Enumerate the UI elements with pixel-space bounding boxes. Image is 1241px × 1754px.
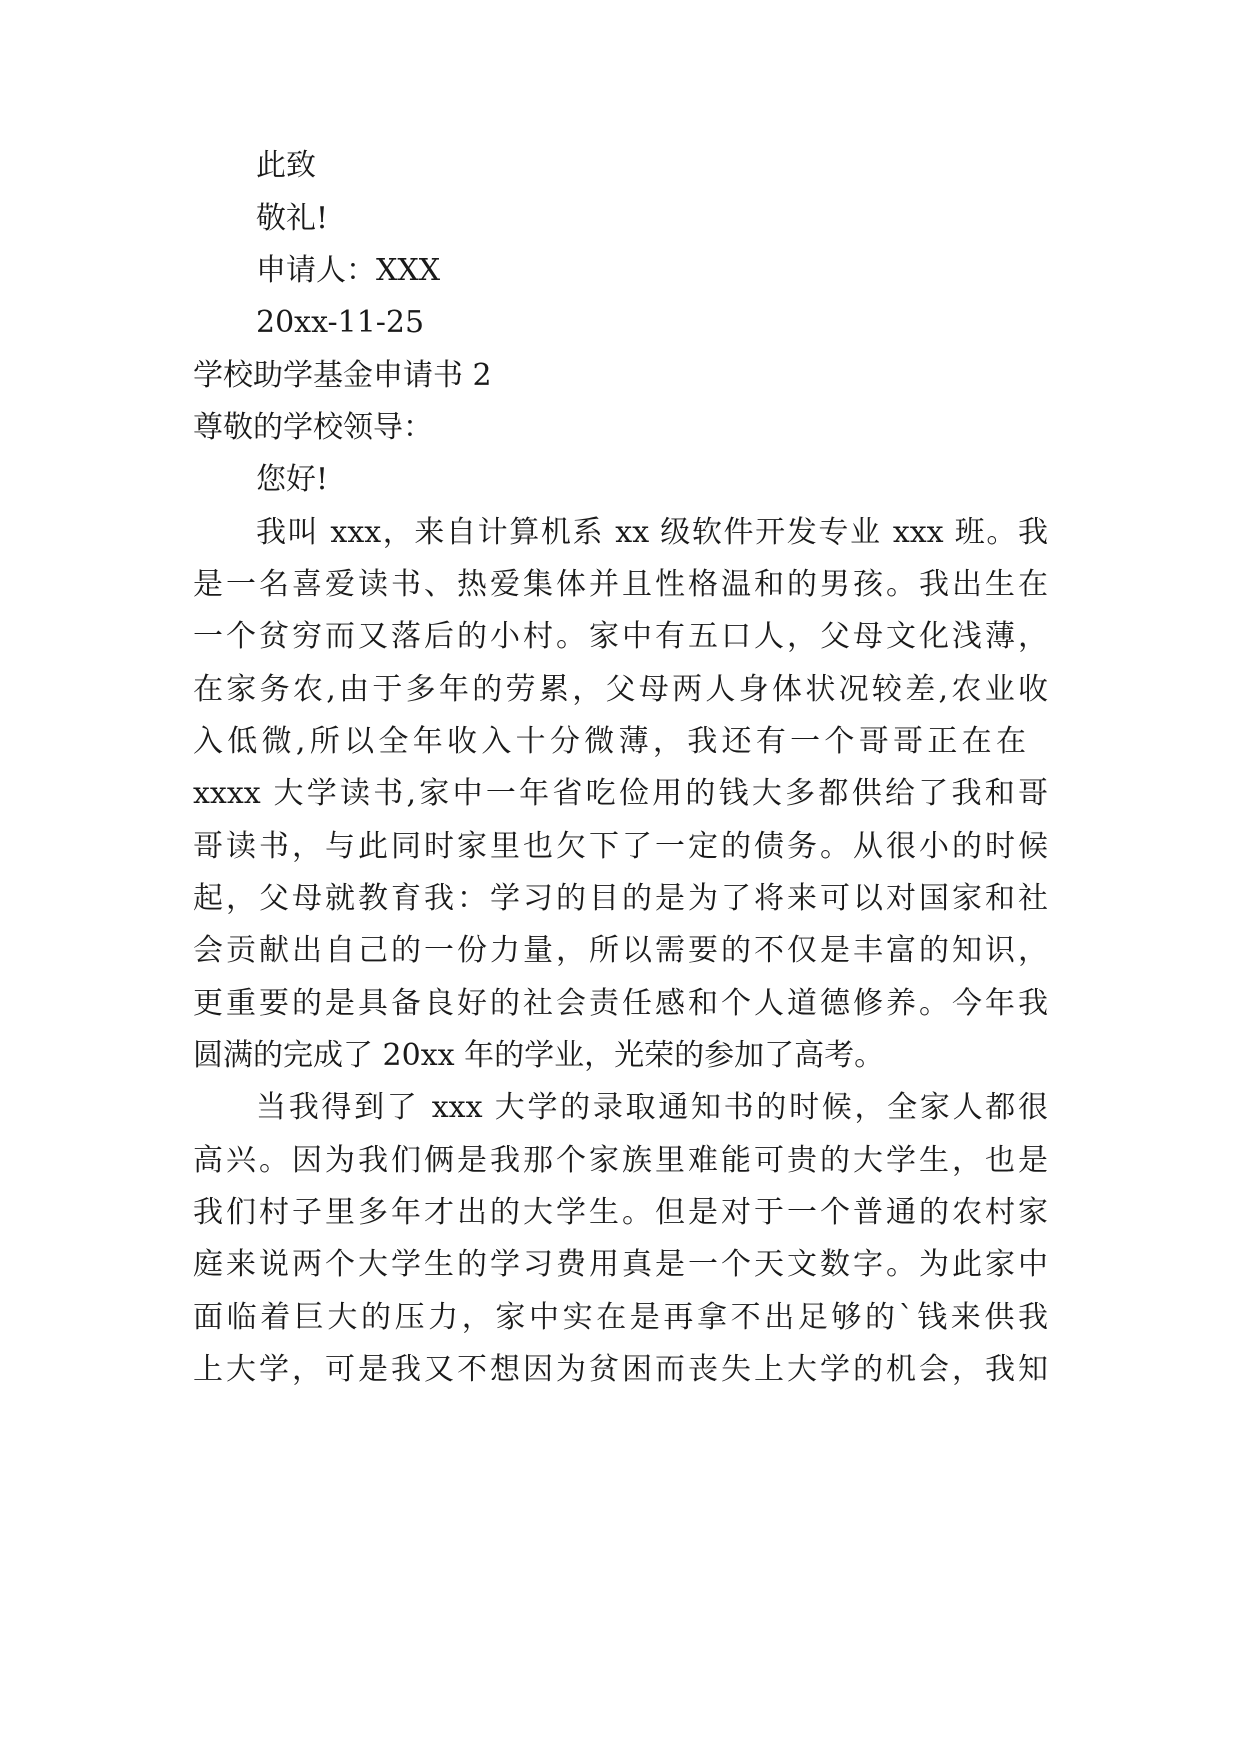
paragraph-line: 庭来说两个大学生的学习费用真是一个天文数字。为此家中 [193, 1247, 1048, 1282]
closing-salutation: 此致 [256, 148, 316, 183]
paragraph-line: 是一名喜爱读书、热爱集体并且性格温和的男孩。我出生在 [193, 567, 1048, 602]
paragraph-line: 一个贫穷而又落后的小村。家中有五口人，父母文化浅薄， [193, 619, 1048, 654]
paragraph-line: 面临着巨大的压力，家中实在是再拿不出足够的`钱来供我 [193, 1300, 1048, 1335]
application-date: 20xx-11-25 [256, 305, 425, 340]
paragraph-line: xxxx 大学读书,家中一年省吃俭用的钱大多都供给了我和哥 [193, 776, 1048, 811]
paragraph-line: 高兴。因为我们俩是我那个家族里难能可贵的大学生，也是 [193, 1143, 1048, 1178]
paragraph-line: 圆满的完成了 20xx 年的学业，光荣的参加了高考。 [193, 1038, 885, 1073]
paragraph-line: 更重要的是具备良好的社会责任感和个人道德修养。今年我 [193, 986, 1048, 1021]
letter-title: 学校助学基金申请书 2 [193, 358, 492, 393]
paragraph-line: 在家务农,由于多年的劳累，父母两人身体状况较差,农业收 [193, 672, 1048, 707]
paragraph-line: 入低微,所以全年收入十分微薄，我还有一个哥哥正在在 [193, 724, 1026, 759]
paragraph-line: 我们村子里多年才出的大学生。但是对于一个普通的农村家 [193, 1195, 1048, 1230]
applicant-signature: 申请人：XXX [256, 253, 441, 288]
letter-greeting: 您好! [256, 462, 329, 497]
letter-addressee: 尊敬的学校领导： [193, 410, 433, 445]
paragraph-line: 会贡献出自己的一份力量，所以需要的不仅是丰富的知识， [193, 933, 1048, 968]
closing-regards: 敬礼! [256, 201, 329, 236]
paragraph-line: 我叫 xxx，来自计算机系 xx 级软件开发专业 xxx 班。我 [256, 515, 1048, 550]
paragraph-line: 哥读书，与此同时家里也欠下了一定的债务。从很小的时候 [193, 829, 1048, 864]
paragraph-line: 当我得到了 xxx 大学的录取通知书的时候，全家人都很 [256, 1090, 1048, 1125]
paragraph-line: 上大学，可是我又不想因为贫困而丧失上大学的机会，我知 [193, 1352, 1048, 1387]
paragraph-line: 起，父母就教育我：学习的目的是为了将来可以对国家和社 [193, 881, 1048, 916]
